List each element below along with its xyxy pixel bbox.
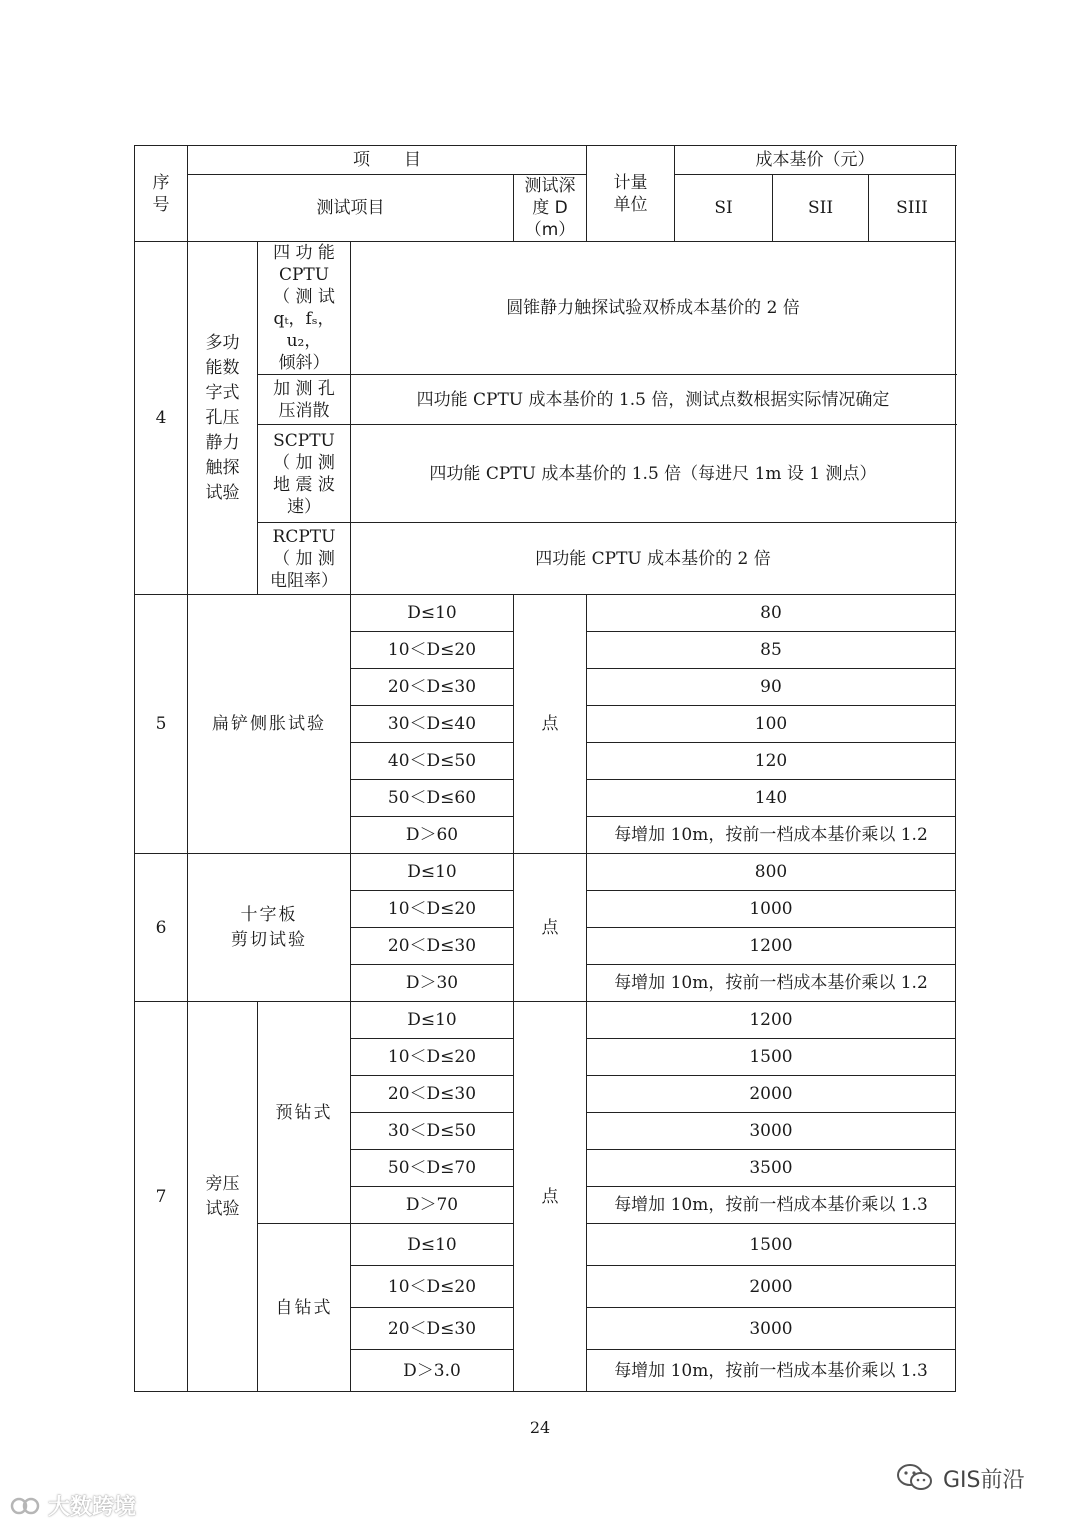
row7-depth: 20＜D≤30 [351,1308,514,1350]
row4-name: 多功 能数 字式 孔压 静力 触探 试验 [188,242,258,595]
row7-value: 2000 [587,1076,956,1113]
row6-depth: D＞30 [351,965,514,1002]
row4-desc2: 四功能 CPTU 成本基价的 1.5 倍，测试点数根据实际情况确定 [351,375,956,425]
row6-value: 800 [587,854,956,891]
header-s2: SII [773,175,869,242]
row7-sub1: 预钻式 [258,1002,351,1224]
row7-value: 每增加 10m，按前一档成本基价乘以 1.3 [587,1187,956,1224]
row7-depth: 10＜D≤20 [351,1266,514,1308]
row5-depth: 40＜D≤50 [351,743,514,780]
row7-value: 1500 [587,1224,956,1266]
row6-depth: D≤10 [351,854,514,891]
row5-depth: D＞60 [351,817,514,854]
logo-icon [10,1493,42,1519]
row5-no: 5 [135,595,188,854]
row7-no: 7 [135,1002,188,1392]
row6-depth: 10＜D≤20 [351,891,514,928]
header-s3: SIII [869,175,956,242]
row4-desc3: 四功能 CPTU 成本基价的 1.5 倍（每进尺 1m 设 1 测点） [351,425,956,523]
row7-value: 3500 [587,1150,956,1187]
row7-value: 3000 [587,1113,956,1150]
row7-depth: D≤10 [351,1224,514,1266]
row4-sub3: SCPTU （ 加 测 地 震 波 速） [258,425,351,523]
row4-sub1: 四 功 能 CPTU （ 测 试 qₜ，fₛ，u₂， 倾斜） [258,242,351,375]
row6-name: 十字板 剪切试验 [188,854,351,1002]
row7-depth: 10＜D≤20 [351,1039,514,1076]
row7-depth: D≤10 [351,1002,514,1039]
row4-sub2: 加 测 孔 压消散 [258,375,351,425]
header-test-item: 测试项目 [188,175,514,242]
header-seq: 序 号 [135,146,188,242]
row5-value: 85 [587,632,956,669]
row7-name: 旁压 试验 [188,1002,258,1392]
row6-unit: 点 [514,854,587,1002]
row5-value: 80 [587,595,956,632]
row5-depth: 50＜D≤60 [351,780,514,817]
watermark-right [895,1462,1025,1494]
row5-value: 90 [587,669,956,706]
row7-depth: 50＜D≤70 [351,1150,514,1187]
row6-value: 1000 [587,891,956,928]
header-item: 项 目 [188,146,587,175]
row5-value: 120 [587,743,956,780]
row7-value: 每增加 10m，按前一档成本基价乘以 1.3 [587,1350,956,1392]
watermark-left-text: 大数跨境 [48,1495,137,1520]
row7-sub2: 自钻式 [258,1224,351,1392]
row5-depth: 10＜D≤20 [351,632,514,669]
row7-value: 3000 [587,1308,956,1350]
row5-name: 扁铲侧胀试验 [188,595,351,854]
row6-value: 每增加 10m，按前一档成本基价乘以 1.2 [587,965,956,1002]
row5-value: 每增加 10m，按前一档成本基价乘以 1.2 [587,817,956,854]
row7-value: 1200 [587,1002,956,1039]
row7-unit: 点 [514,1002,587,1392]
header-cost: 成本基价（元） [675,146,956,175]
row5-depth: D≤10 [351,595,514,632]
header-test-depth: 测试深度 D（m） [514,175,587,242]
watermark-left [10,1490,136,1521]
watermark-right-text: GIS前沿 [943,1467,1025,1493]
row5-depth: 20＜D≤30 [351,669,514,706]
row7-depth: D＞70 [351,1187,514,1224]
cost-table [134,145,956,1392]
row4-no: 4 [135,242,188,595]
row5-unit: 点 [514,595,587,854]
row4-sub4: RCPTU （ 加 测 电阻率） [258,523,351,595]
row6-no: 6 [135,854,188,1002]
row7-value: 2000 [587,1266,956,1308]
row4-desc1: 圆锥静力触探试验双桥成本基价的 2 倍 [351,242,956,375]
header-s1: SI [675,175,773,242]
row6-value: 1200 [587,928,956,965]
row5-value: 100 [587,706,956,743]
page-number: 24 [529,1418,551,1437]
row7-value: 1500 [587,1039,956,1076]
wechat-icon [895,1462,935,1494]
row5-value: 140 [587,780,956,817]
row7-depth: D＞3.0 [351,1350,514,1392]
row5-depth: 30＜D≤40 [351,706,514,743]
row4-desc4: 四功能 CPTU 成本基价的 2 倍 [351,523,956,595]
row6-depth: 20＜D≤30 [351,928,514,965]
header-unit: 计量 单位 [587,146,675,242]
row7-depth: 20＜D≤30 [351,1076,514,1113]
row7-depth: 30＜D≤50 [351,1113,514,1150]
